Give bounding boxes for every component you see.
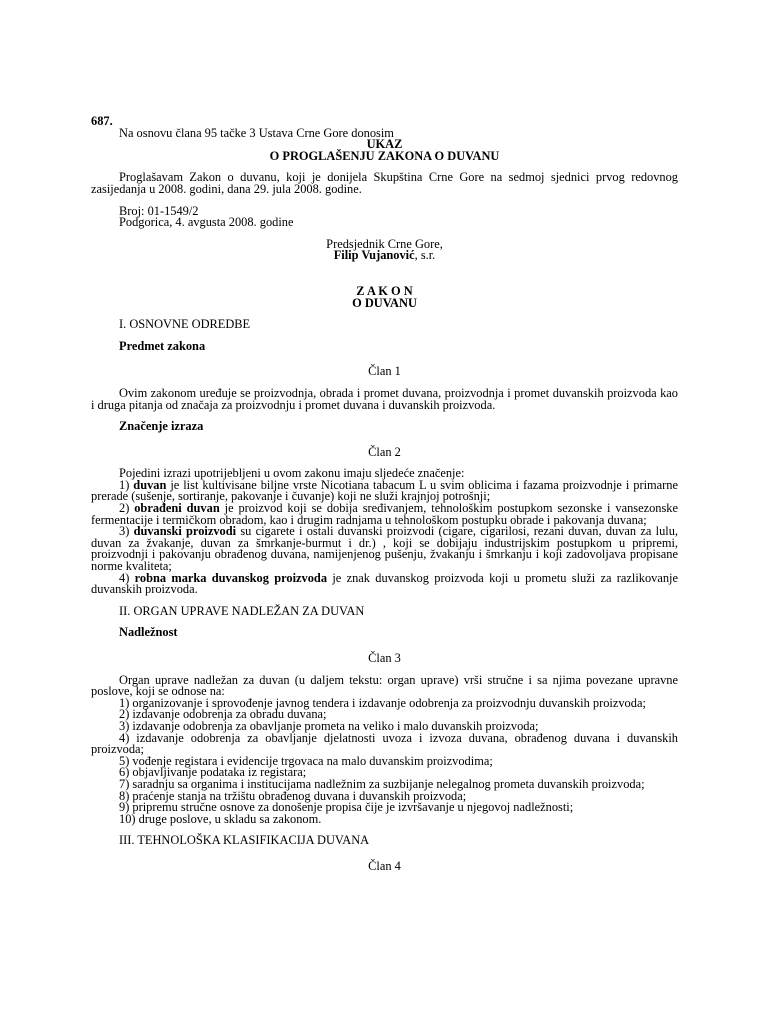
definition-4-text: je znak duvanskog proizvoda koji u prometu služi za razlikovanje duvanskih proizvoda. xyxy=(91,570,678,597)
definition-3-num: 3) xyxy=(119,524,134,539)
clan-2-intro: Pojedini izrazi upotrijebljeni u ovom zakonu imaju sljedeće značenje: xyxy=(119,466,465,481)
clan-1-heading: Član 1 xyxy=(368,364,401,379)
clan-3-item: 6) objavljivanje podataka iz registara; xyxy=(119,765,307,780)
definition-1-term: duvan xyxy=(133,477,167,492)
ukaz-subtitle: O PROGLAŠENJU ZAKONA O DUVANU xyxy=(269,148,500,163)
definition-4-term: robna marka duvanskog proizvoda xyxy=(134,570,328,585)
definition-2-term: obrađeni duvan xyxy=(134,501,220,516)
heading-znacenje: Značenje izraza xyxy=(119,419,204,434)
definition-4-num: 4) xyxy=(119,570,135,585)
clan-3-intro: Organ uprave nadležan za duvan (u daljem tekstu: organ uprave) vrši stručne i sa njima povezane upravne poslove, koji se odnose na: xyxy=(91,672,678,699)
proclamation-text: Proglašavam Zakon o duvanu, koji je donijela Skupština Crne Gore na sedmoj sjednici prvog redovnog zasijedanja u 2008. godini, dana 29. jula 2008. godine. xyxy=(91,170,678,196)
section-heading-1: I. OSNOVNE ODREDBE xyxy=(119,317,251,332)
definition-2-num: 2) xyxy=(119,501,135,516)
definition-1-text: je list kultivisane biljne vrste Nicotiana tabacum L u svim oblicima i fazama proizvodnje i primarne prerade (sušenje, sortiranje, pakovanje i čuvanje) koji ne služi krajnjoj potrošnji; xyxy=(91,477,679,504)
definition-3-text: su cigarete i ostali duvanski proizvodi (cigare, cigarilosi, rezani duvan, duvan za lulu, duvan za žvakanje, duvan za šmrkanje-burmut i dr.) , koji se dobijaju industrijskim postupkom u pripremi, proizvodnji i pakovanju obrađenog duvana, namijenjenog pušenju, žvakanju i šmrkanju i koji zadovoljava propisane norme kvaliteta; xyxy=(91,524,678,574)
clan-3-heading: Član 3 xyxy=(368,651,401,665)
clan-3-item: 1) organizovanje i sprovođenje javnog tendera i izdavanje odobrenja za proizvodnju duvanskih proizvoda; xyxy=(119,695,646,710)
definition-1-num: 1) xyxy=(119,477,134,492)
clan-3-item: 5) vođenje registara i evidencije trgovaca na malo duvanskim proizvodima; xyxy=(119,753,493,768)
clan-3-item: 2) izdavanje odobrenja za obradu duvana; xyxy=(119,707,327,722)
president-signature xyxy=(91,250,678,262)
clan-3-item: 4) izdavanje odobrenja za obavljanje djelatnosti uvoza i izvoza duvana, obrađenog duvana i duvanskih proizvoda; xyxy=(91,730,678,757)
section-heading-3: III. TEHNOLOŠKA KLASIFIKACIJA DUVANA xyxy=(119,833,370,848)
document-page xyxy=(91,116,678,873)
clan-3-item: 9) pripremu stručne osnove za donošenje propisa čije je izvršavanje u njegovoj nadležnosti; xyxy=(119,800,574,815)
zakon-subtitle: O DUVANU xyxy=(352,295,417,310)
broj-line: Broj: 01-1549/2 xyxy=(119,203,199,218)
heading-nadleznost: Nadležnost xyxy=(119,625,178,640)
clan-4-heading: Član 4 xyxy=(368,858,401,873)
president-name: Filip Vujanović xyxy=(333,248,415,263)
clan-3-item: 10) druge poslove, u skladu sa zakonom. xyxy=(119,811,322,826)
intro-text: Na osnovu člana 95 tačke 3 Ustava Crne Gore donosim xyxy=(119,125,394,140)
clan-1-text: Ovim zakonom uređuje se proizvodnja, obrada i promet duvana, proizvodnja i promet duvanskih proizvoda kao i druga pitanja od značaja za proizvodnju i promet duvana i duvanskih proizvoda. xyxy=(91,385,678,412)
heading-predmet: Predmet zakona xyxy=(119,338,206,353)
definition-3 xyxy=(91,526,678,572)
definition-3-term: duvanski proizvodi xyxy=(133,524,237,539)
definition-2-text: je proizvod koji se dobija sređivanjem, tehnološkim postupkom sezonske i vansezonske fermentacije i termičkom obradom, kao i drugim radnjama u tehnološkom postupku obrade i pakovanja duvana; xyxy=(91,501,678,527)
place-date-line: Podgorica, 4. avgusta 2008. godine xyxy=(119,215,294,230)
definition-4 xyxy=(91,570,678,597)
clan-3-item: 8) praćenje stanja na tržištu obrađenog duvana i duvanskih proizvoda; xyxy=(119,788,467,803)
clan-3-item: 3) izdavanje odobrenja za obavljanje prometa na veliko i malo duvanskih proizvoda; xyxy=(119,718,539,733)
section-heading-2: II. ORGAN UPRAVE NADLEŽAN ZA DUVAN xyxy=(119,603,365,618)
president-suffix: , s.r. xyxy=(414,248,436,263)
definition-1 xyxy=(91,477,679,504)
clan-2-heading: Član 2 xyxy=(368,444,401,459)
doc-number: 687. xyxy=(91,114,113,128)
clan-3-item: 7) saradnju sa organima i institucijama nadležnim za suzbijanje nelegalnog prometa duvanskih proizvoda; xyxy=(119,776,645,791)
ukaz-title: UKAZ xyxy=(366,137,403,152)
zakon-title: Z A K O N xyxy=(356,283,413,298)
definition-2 xyxy=(91,503,678,526)
president-title: Predsjednik Crne Gore, xyxy=(326,236,443,251)
